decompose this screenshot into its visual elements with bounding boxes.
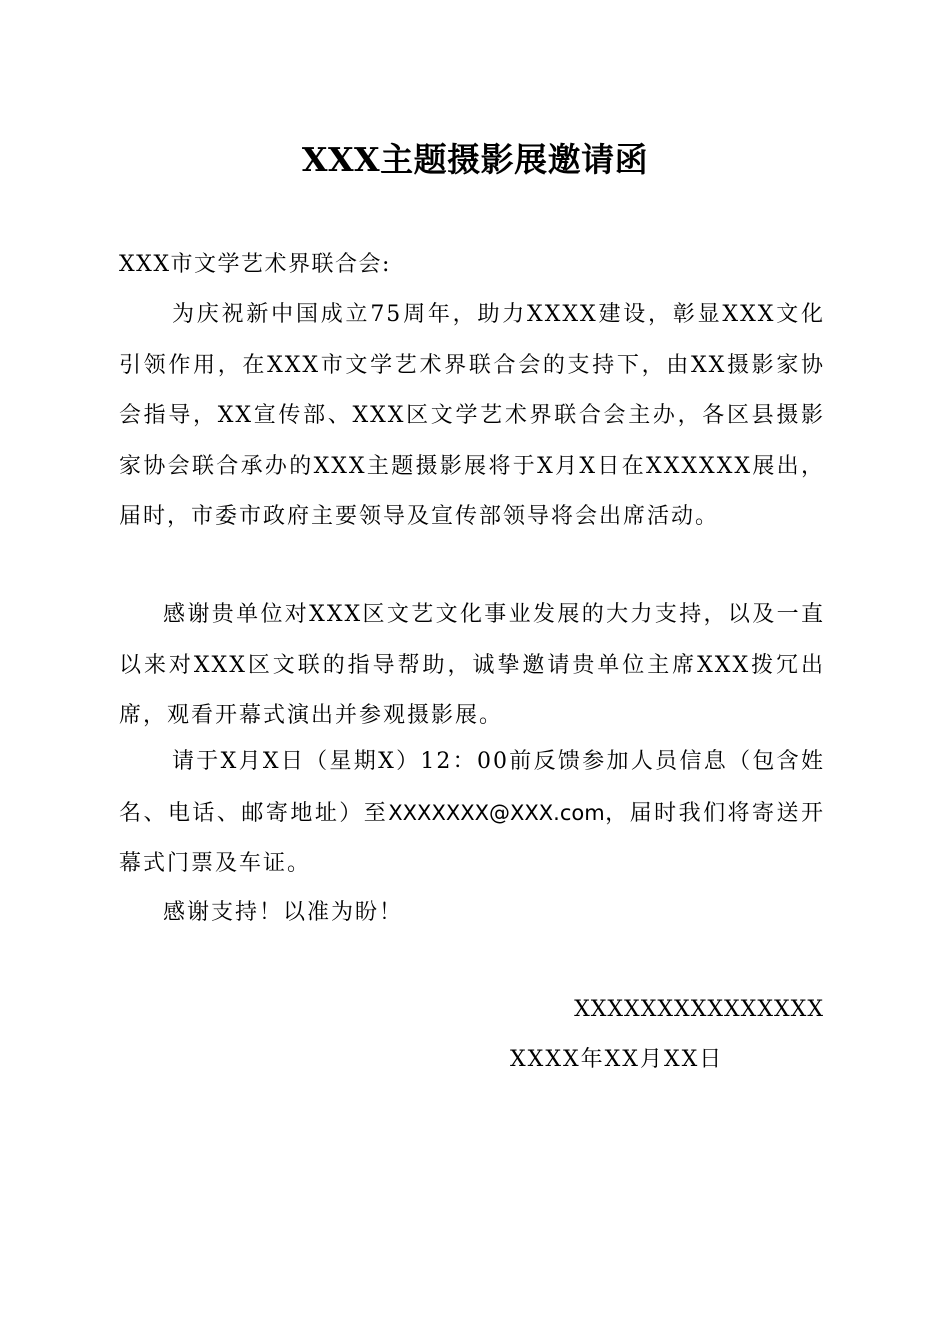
salutation: XXX市文学艺术界联合会: [119, 252, 391, 277]
paragraph-rsvp [119, 737, 825, 890]
signature: XXXXXXXXXXXXXXX [574, 997, 824, 1022]
rsvp-email: XXXXXXX@XXX.com [388, 800, 605, 825]
rsvp-text-before-email: 请于X月X日（星期X）12：00前反馈参加人员信息（包含姓名、电话、邮寄地址）至 [119, 749, 825, 826]
paragraph-event-info: 为庆祝新中国成立75周年，助力XXXX建设，彰显XXX文化引领作用，在XXX市文学艺术界联合会的支持下，由XX摄影家协会指导，XX宣传部、XXX区文学艺术界联合会主办，各区县摄影家协会联合承办的XXX主题摄影展将于X月X日在XXXXXX展出，届时，市委市政府主要领导及宣传部领导将会出席活动。 [119, 302, 825, 529]
closing-remark: 感谢支持！以准为盼！ [163, 900, 404, 925]
rsvp-text-after-email: ，届时我们将寄送开幕式门票及车证。 [119, 800, 825, 876]
document-title: XXX主题摄影展邀请函 [301, 140, 649, 179]
letter-date: XXXX年XX月XX日 [510, 1047, 724, 1072]
paragraph-invitation: 感谢贵单位对XXX区文艺文化事业发展的大力支持，以及一直以来对XXX区文联的指导帮助，诚挚邀请贵单位主席XXX拨冗出席，观看开幕式演出并参观摄影展。 [119, 602, 825, 728]
